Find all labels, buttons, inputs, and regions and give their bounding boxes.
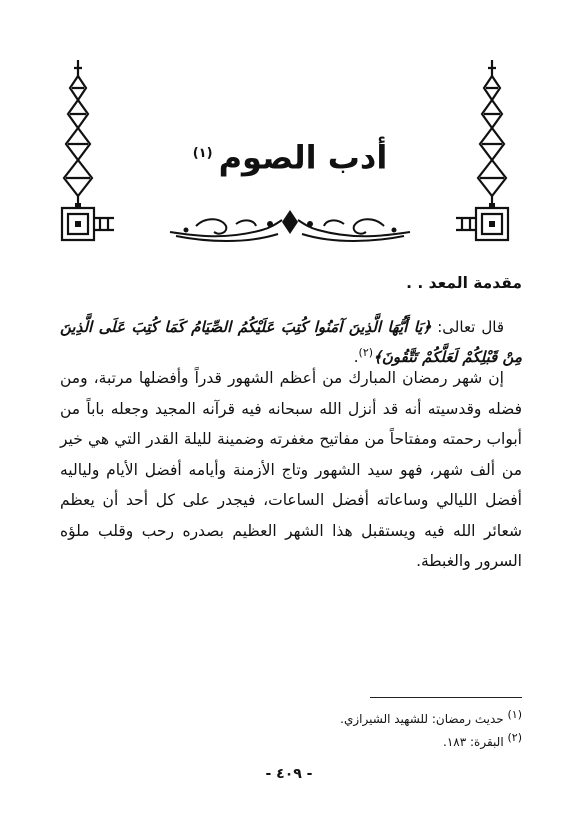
section-heading: مقدمة المعد . . [406, 274, 522, 292]
footnote-2-marker: (٢) [507, 731, 522, 744]
verse-paragraph [60, 314, 522, 370]
arabesque-corner-right-icon [454, 58, 514, 248]
footnote-2-text: البقرة: ١٨٣. [443, 735, 504, 749]
verse-lead: قال تعالى: [431, 318, 504, 336]
quran-verse: ﴿يَا أَيُّهَا الَّذِينَ آمَنُوا كُتِبَ عَلَيْكُمُ الصِّيَامُ كَمَا كُتِبَ عَلَى الَّذِينَ مِنْ قَبْلِكُمْ لَعَلَّكُمْ تَتَّقُونَ﴾ [60, 318, 522, 366]
page-title [160, 132, 420, 180]
arabesque-corner-left-icon [56, 58, 116, 248]
arabesque-divider-icon [166, 206, 414, 246]
title-footnote-marker: (١) [192, 146, 213, 161]
footnote-1 [200, 706, 522, 728]
verse-footnote-marker: (٢) [358, 346, 374, 359]
footnote-2 [200, 729, 522, 751]
verse-end: . [353, 348, 359, 366]
main-paragraph: إن شهر رمضان المبارك من أعظم الشهور قدراً وأفضلها مرتبة، ومن فضله وقدسيته أنه قد أنزل الله سبحانه فيه قرآنه المجيد وجعله باباً من أبواب رحمته ومفتاحاً من مفاتيح مغفرته وضمينة لليلة القدر التي هي خير من ألف شهر، فهو سيد الشهور وتاج الأزمنة وأيامه أفضل الأيام ولياليه أفضل الليالي وساعاته أفضل الساعات، فيجدر على كل أحد أن يعظم شعائر الله فيه ويستقبل هذا الشهر العظيم بصدره رحب وقلب ملؤه السرور والغبطة. [60, 369, 522, 570]
footnote-1-marker: (١) [507, 708, 522, 721]
title-text: أدب الصوم [218, 138, 388, 177]
page-number: - ٤٠٩ - [265, 766, 313, 782]
footnote-divider [370, 697, 522, 698]
footnote-1-text: حديث رمضان: للشهيد الشيرازي. [340, 712, 504, 726]
